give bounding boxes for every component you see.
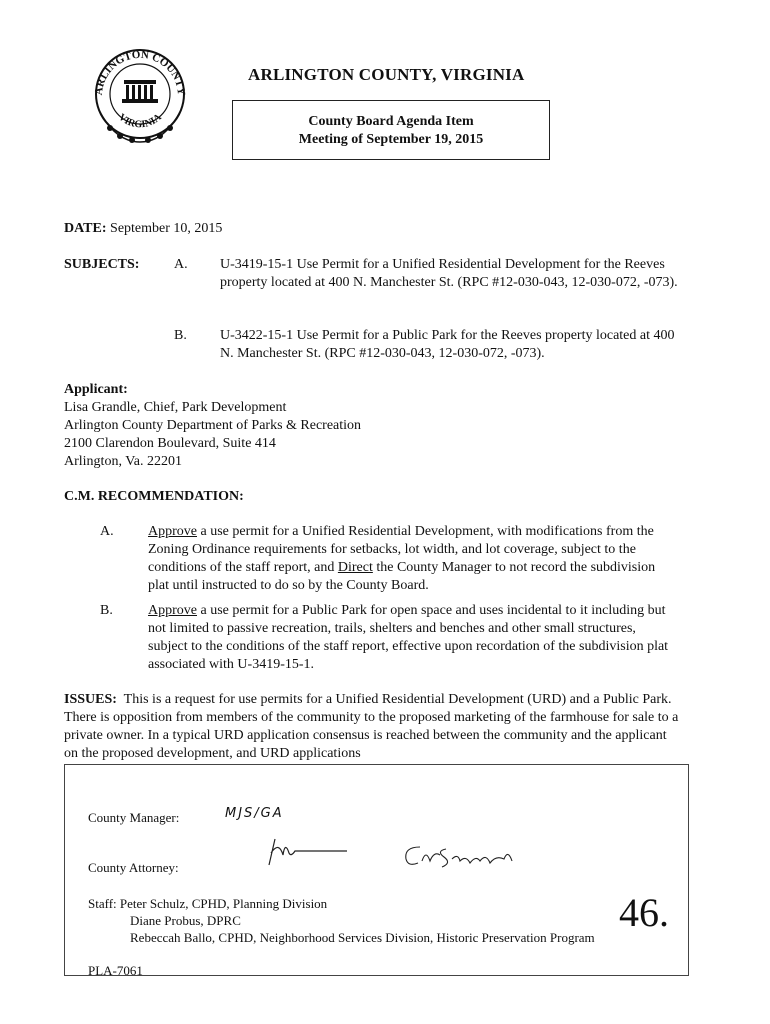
date-value: September 10, 2015 [110, 221, 223, 236]
applicant-block [64, 381, 664, 471]
applicant-line: Lisa Grandle, Chief, Park Development [64, 400, 287, 415]
seal-top-text: ARLINGTON COUNTY [92, 48, 188, 96]
county-manager-label: County Manager: [88, 810, 180, 825]
issues-label: ISSUES: [64, 692, 117, 707]
staff-member: Peter Schulz, CPHD, Planning Division [119, 896, 328, 911]
applicant-line: 2100 Clarendon Boulevard, Suite 414 [64, 436, 276, 451]
seal-bottom-text: VIRGINIA [116, 111, 164, 131]
staff-member: Diane Probus, DPRC [130, 913, 241, 928]
applicant-line: Arlington County Department of Parks & Recreation [64, 418, 362, 433]
subjects-label: SUBJECTS: [64, 257, 140, 272]
agenda-number: 46. [619, 890, 669, 935]
applicant-label: Applicant: [64, 382, 128, 397]
agenda-box-line1: County Board Agenda Item [308, 114, 474, 129]
applicant-line: Arlington, Va. 22201 [64, 454, 182, 469]
attorney-signature-2 [400, 841, 520, 876]
agenda-box-line2: Meeting of September 19, 2015 [298, 132, 484, 147]
county-seal-graphic [86, 42, 194, 150]
staff-block [88, 895, 648, 946]
subject-b-text: U-3422-15-1 Use Permit for a Public Park for the Reeves property located at 400 N. Manchester St. (RPC #12-030-043, 12-030-072, -073). [220, 328, 675, 361]
staff-member: Rebeccah Ballo, CPHD, Neighborhood Services Division, Historic Preservation Program [130, 930, 595, 945]
file-code: PLA-7061 [88, 963, 143, 978]
svg-text:VIRGINIA [116, 111, 164, 130]
staff-label: Staff: [88, 896, 117, 911]
subject-b-letter: B. [174, 328, 187, 343]
direct-keyword: Direct [337, 560, 373, 575]
recommendation-b-text-part1: a use permit for a Public Park for open space and uses incidental to it including but not limited to passive recreation, trails, shelters and benches and other small structures, subject to the conditions of the staff report, effective upon recordation of the subdivision plat associated with U-3419-15-1. [148, 603, 669, 672]
document-title: ARLINGTON COUNTY, VIRGINIA [248, 65, 525, 84]
issues-text: This is a request for use permits for a Unified Residential Development (URD) and a Public Park. There is opposition from members of the community to the proposed marketing of the farmhouse for sale to a private owner. In a typical URD application consensus is reached between the community and the applicant on the proposed development, and URD applications [64, 692, 682, 761]
county-attorney-label: County Attorney: [88, 860, 179, 875]
issues-paragraph [64, 691, 684, 763]
recommendation-a-text-part2: the County Manager to not record the subdivision plat until instructed to do so by the County Board. [148, 560, 656, 593]
date-label: DATE: [64, 221, 107, 236]
approve-keyword: Approve [148, 524, 197, 539]
county-manager-initials: MJS/GA [225, 806, 284, 821]
county-seal [86, 42, 194, 150]
signature-box [64, 764, 689, 976]
subject-a-letter: A. [174, 257, 188, 272]
cm-recommendation-heading: C.M. RECOMMENDATION: [64, 489, 244, 504]
recommendation-a-text [148, 523, 678, 595]
recommendation-b-letter: B. [100, 603, 113, 618]
subject-a-text: U-3419-15-1 Use Permit for a Unified Residential Development for the Reeves property located at 400 N. Manchester St. (RPC #12-030-043, 12-030-072, -073). [220, 257, 678, 290]
date-line [64, 220, 222, 238]
attorney-signature-1 [261, 831, 351, 876]
agenda-item-box [232, 100, 550, 160]
recommendation-b-text [148, 602, 678, 674]
recommendation-a-letter: A. [100, 524, 114, 539]
recommendation-a-text-part1: a use permit for a Unified Residential Development, with modifications from the Zoning Ordinance requirements for setbacks, lot width, and lot coverage, subject to the conditions of the staff report, and [148, 524, 654, 575]
approve-keyword: Approve [148, 603, 197, 618]
